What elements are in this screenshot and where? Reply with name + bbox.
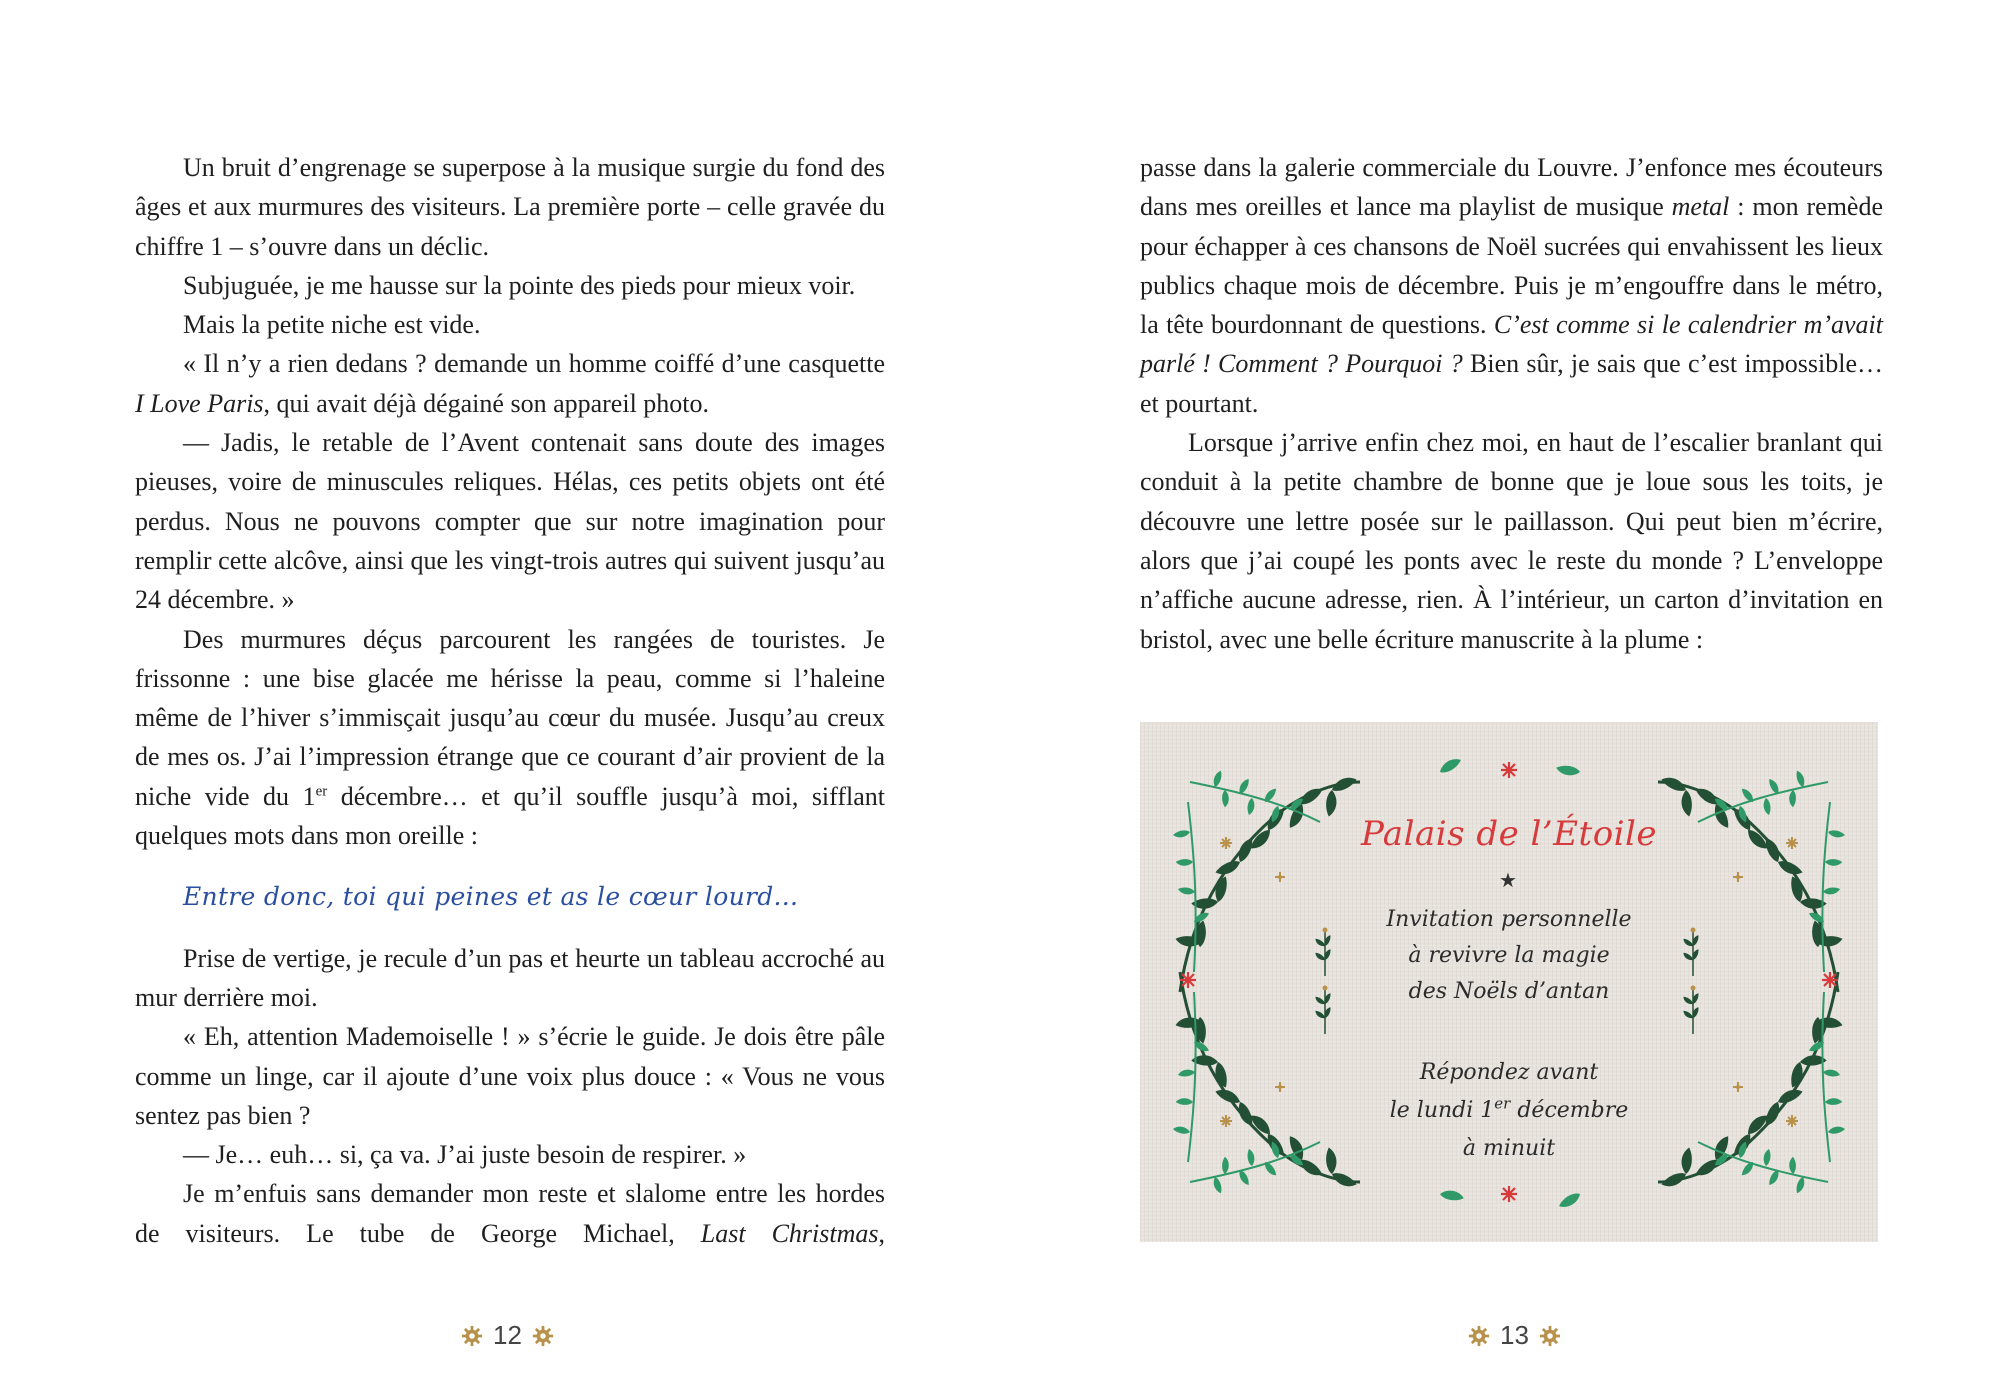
paragraph: Lorsque j’arrive enfin chez moi, en haut de l’escalier branlant qui conduit à la petite chambre de bonne que je loue sous les toits, je découvre une lettre posée sur le paillasson. Qui peut bien m’écrire, alors que j’ai coupé les ponts avec le reste du monde ? L’enveloppe n’affiche aucune adresse, rien. À l’intérieur, un carton d’invitation en bristol, avec une belle écriture manuscrite à la plume : bbox=[1140, 428, 1883, 654]
superscript: er bbox=[1494, 1094, 1511, 1113]
paragraph: Prise de vertige, je recule d’un pas et heurte un tableau accroché au mur derrière moi. bbox=[135, 943, 885, 1012]
paragraph: — Je… euh… si, ça va. J’ai juste besoin de respirer. » bbox=[183, 1140, 747, 1170]
card-line: à revivre la magie bbox=[1408, 943, 1610, 968]
card-line: Invitation personnelle bbox=[1386, 907, 1632, 932]
paragraph: Subjuguée, je me hausse sur la pointe des pieds pour mieux voir. bbox=[183, 270, 856, 300]
paragraph: — Jadis, le retable de l’Avent contenait sans doute des images pieuses, voire de minuscules reliques. Hélas, ces petits objets ont été perdus. Nous ne pouvons compter que sur notre imagination pour remplir cette alcôve, ainsi que les vingt-trois autres qui suivent jusqu’au 24 décembre. » bbox=[135, 428, 885, 615]
gear-icon bbox=[1468, 1325, 1490, 1347]
text-run: décembre… et qu’il souffle jusqu’à moi, sifflant quelques mots dans mon oreille : bbox=[135, 781, 885, 851]
italic-run: metal bbox=[1671, 192, 1730, 222]
text-run: Je m’enfuis sans demander mon reste et slalome entre les hordes de visiteurs. Le tube de George Michael, bbox=[135, 1179, 885, 1248]
paragraph bbox=[135, 1174, 885, 1253]
card-line: Répondez avant bbox=[1419, 1060, 1599, 1085]
whisper-line: Entre donc, toi qui peines et as le cœur lourd... bbox=[183, 882, 799, 912]
italic-run: C’est comme si le calendrier m’avait parlé ! Comment ? Pourquoi ? bbox=[1140, 310, 1883, 379]
text-run: , qui avait déjà dégainé son appareil photo. bbox=[263, 388, 710, 418]
paragraph bbox=[1140, 148, 1883, 423]
right-page bbox=[1000, 0, 2000, 1400]
paragraph bbox=[135, 620, 885, 856]
card-title: Palais de l’Étoile bbox=[1360, 814, 1658, 854]
page-number-right bbox=[1468, 1320, 1561, 1351]
superscript: er bbox=[315, 783, 328, 800]
star-icon: ★ bbox=[1499, 868, 1517, 892]
paragraph: « Eh, attention Mademoiselle ! » s’écrie le guide. Je dois être pâle comme un linge, car il ajoute d’une voix plus douce : « Vous ne vous sentez pas bien ? bbox=[135, 1022, 885, 1130]
paragraph bbox=[135, 344, 885, 423]
page-number-left bbox=[461, 1320, 554, 1351]
invitation-text bbox=[1140, 722, 1878, 1242]
gear-icon bbox=[461, 1325, 483, 1347]
text-run: Bien sûr, je sais que c’est impossible… et pourtant. bbox=[1140, 349, 1883, 418]
text-run: Des murmures déçus parcourent les rangées de touristes. Je frissonne : une bise glacée me hérisse la peau, comme si l’haleine même de l’hiver s’immisçait jusqu’au cœur du musée. Jusqu’au creux de mes os. J’ai l’impression étrange que ce courant d’air provient de la niche vide du 1 bbox=[135, 624, 885, 811]
text-run: « Il n’y a rien dedans ? demande un homme coiffé d’une casquette bbox=[183, 349, 885, 379]
card-line bbox=[1140, 1092, 1878, 1130]
page-number: 12 bbox=[493, 1320, 522, 1350]
text-run: le lundi 1 bbox=[1389, 1098, 1495, 1123]
text-run: , bbox=[878, 1218, 885, 1248]
gear-icon bbox=[532, 1325, 554, 1347]
italic-run: I Love Paris bbox=[135, 388, 264, 418]
paragraph: Un bruit d’engrenage se superpose à la musique surgie du fond des âges et aux murmures des visiteurs. La première porte – celle gravée du chiffre 1 – s’ouvre dans un déclic. bbox=[135, 153, 885, 261]
gear-icon bbox=[1539, 1325, 1561, 1347]
right-text-column bbox=[1140, 148, 1883, 659]
text-run: passe dans la galerie commerciale du Louvre. J’enfonce mes écouteurs dans mes oreilles et lance ma playlist de musique bbox=[1140, 153, 1883, 222]
text-run: : mon remède pour échapper à ces chansons de Noël sucrées qui envahissent les lieux publics chaque mois de décembre. Puis je m’engouffre dans le métro, la tête bourdonnant de questions. bbox=[1140, 192, 1883, 340]
invitation-card bbox=[1140, 722, 1878, 1242]
card-rsvp-lines bbox=[1140, 1054, 1878, 1168]
card-line: à minuit bbox=[1462, 1136, 1556, 1161]
italic-run: Last Christmas bbox=[700, 1218, 879, 1248]
card-invitation-lines bbox=[1140, 902, 1878, 1010]
paragraph: Mais la petite niche est vide. bbox=[183, 310, 481, 340]
page-number: 13 bbox=[1500, 1320, 1529, 1350]
text-run: décembre bbox=[1510, 1098, 1629, 1123]
card-line: des Noëls d’antan bbox=[1408, 979, 1610, 1004]
left-text-column bbox=[135, 148, 885, 1253]
